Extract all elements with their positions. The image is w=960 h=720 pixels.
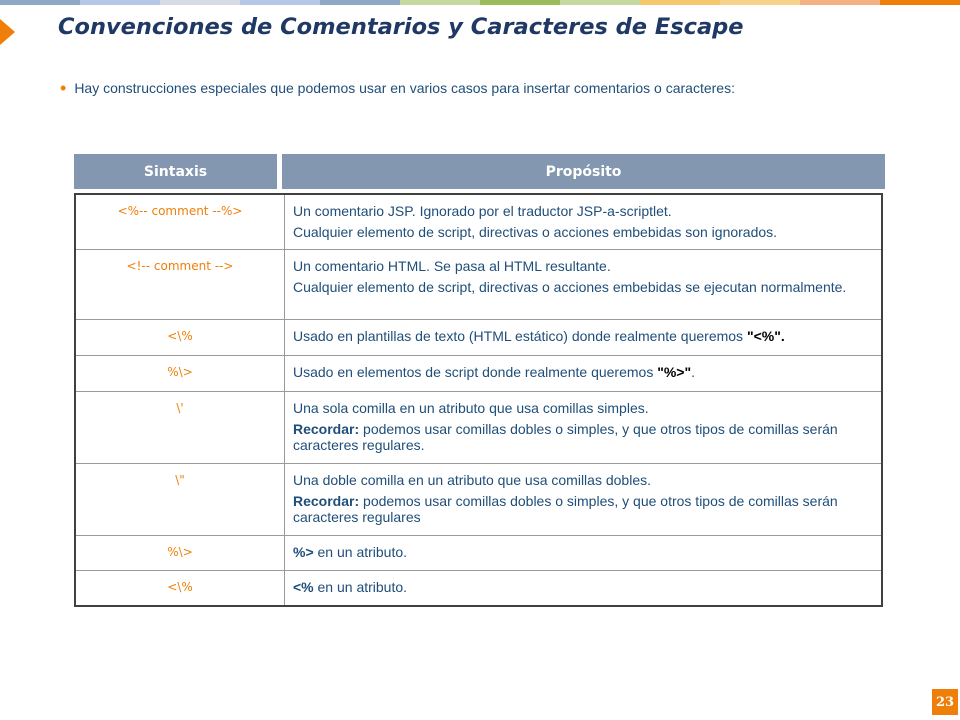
syntax-cell: %\> [75, 536, 285, 571]
purpose-cell [285, 464, 883, 536]
purpose-line: Una sola comilla en un atributo que usa comillas simples. [293, 400, 649, 416]
purpose-line: Cualquier elemento de script, directivas o acciones embebidas se ejecutan normalmente. [293, 279, 847, 295]
escape-keyword: %> [293, 544, 314, 560]
purpose-line [293, 421, 871, 453]
purpose-text: podemos usar comillas dobles o simples, y que otros tipos de comillas serán caracteres regulares [293, 493, 838, 525]
purpose-cell [285, 356, 883, 392]
table-row [75, 536, 882, 571]
purpose-line [293, 544, 871, 560]
purpose-line [293, 493, 871, 525]
table-row [75, 464, 882, 536]
intro-bullet [60, 77, 735, 98]
purpose-text: Usado en plantillas de texto (HTML estático) donde realmente queremos [293, 328, 747, 344]
purpose-line [293, 579, 871, 595]
purpose-line [293, 364, 871, 380]
purpose-text: podemos usar comillas dobles o simples, y que otros tipos de comillas serán caracteres regulares. [293, 421, 838, 453]
purpose-text: Usado en elementos de script donde realmente queremos [293, 364, 658, 380]
syntax-cell: %\> [75, 356, 285, 392]
syntax-cell: \" [75, 464, 285, 536]
purpose-cell [285, 392, 883, 464]
header-purpose: Propósito [282, 154, 885, 189]
purpose-line: Cualquier elemento de script, directivas o acciones embebidas son ignorados. [293, 224, 778, 240]
table-row [75, 571, 882, 606]
purpose-text: en un atributo. [313, 544, 408, 560]
arrow-marker-icon [0, 19, 15, 45]
table-row [75, 356, 882, 392]
syntax-cell: <!-- comment --> [75, 250, 285, 320]
table-row [75, 320, 882, 356]
purpose-cell [285, 194, 883, 250]
table-row [75, 250, 882, 320]
purpose-line [293, 328, 871, 344]
escape-highlight: "<%". [746, 328, 785, 344]
purpose-line: Un comentario JSP. Ignorado por el traductor JSP-a-scriptlet. [293, 203, 672, 219]
purpose-cell [285, 250, 883, 320]
purpose-suffix: . [691, 364, 696, 380]
purpose-cell [285, 536, 883, 571]
page-number: 23 [932, 689, 958, 715]
purpose-line: Un comentario HTML. Se pasa al HTML resultante. [293, 258, 611, 274]
bullet-icon: • [60, 78, 67, 98]
escape-highlight: "%>" [657, 364, 692, 380]
syntax-cell: \' [75, 392, 285, 464]
purpose-cell [285, 320, 883, 356]
intro-text: Hay construcciones especiales que podemos usar en varios casos para insertar comentarios o caracteres: [74, 80, 735, 96]
purpose-cell [285, 571, 883, 606]
escape-table [74, 193, 883, 607]
reminder-label: Recordar: [293, 421, 360, 437]
slide-title: Convenciones de Comentarios y Caracteres de Escape [58, 14, 744, 40]
header-syntax: Sintaxis [74, 154, 277, 189]
table-row [75, 392, 882, 464]
syntax-cell: <\% [75, 571, 285, 606]
table-row [75, 194, 882, 250]
escape-keyword: <% [293, 579, 314, 595]
purpose-text: en un atributo. [313, 579, 408, 595]
syntax-cell: <%-- comment --%> [75, 194, 285, 250]
purpose-line: Una doble comilla en un atributo que usa comillas dobles. [293, 472, 651, 488]
syntax-cell: <\% [75, 320, 285, 356]
top-color-bar [0, 0, 960, 5]
reminder-label: Recordar: [293, 493, 360, 509]
